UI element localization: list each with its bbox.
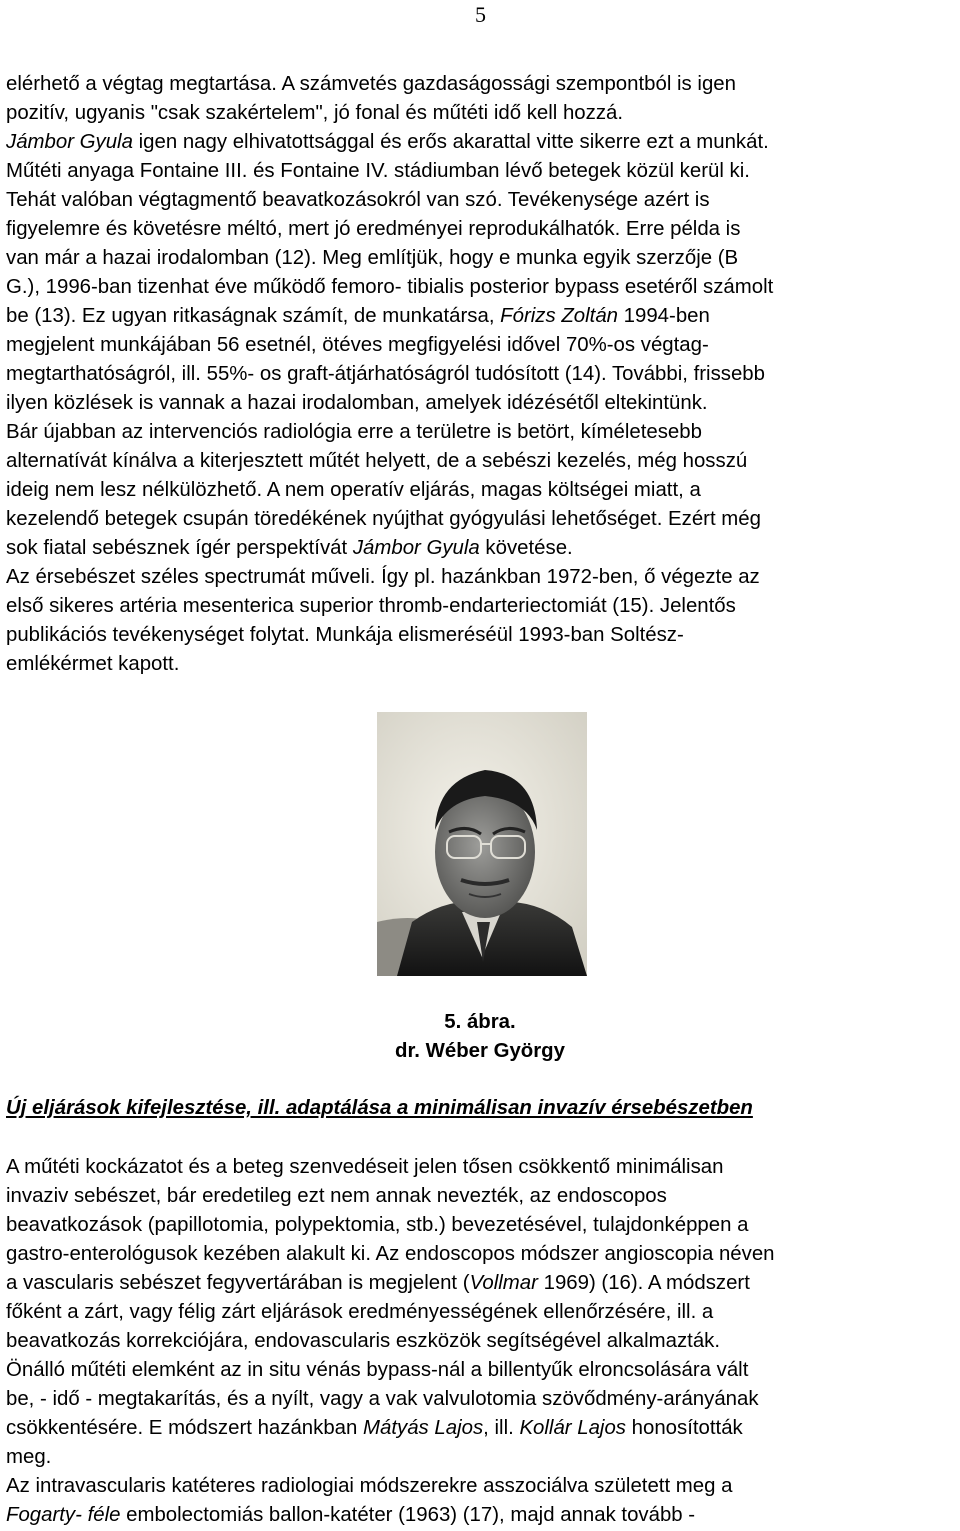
text-line [6, 1443, 958, 1472]
figure-caption-name: dr. Wéber György [395, 1040, 565, 1062]
text-run: be, - idő - megtakarítás, és a nyílt, vagy a vak valvulotomia szövődmény-arányának [6, 1388, 759, 1410]
text-line [6, 215, 958, 244]
text-run: Az intravascularis katéteres radiologiai módszerekre asszociálva született meg a [6, 1475, 733, 1497]
text-line [6, 447, 958, 476]
text-run: A műtéti kockázatot és a beteg szenvedéseit jelen tősen csökkentő minimálisan [6, 1156, 724, 1178]
text-run: be (13). Ez ugyan ritkaságnak számít, de munkatársa, [6, 305, 501, 327]
text-line [6, 1153, 958, 1182]
text-line [6, 99, 958, 128]
text-run: első sikeres artéria mesenterica superior thromb-endarteriectomiát (15). Jelentős [6, 595, 736, 617]
text-run: Önálló műtéti elemként az in situ vénás bypass-nál a billentyűk elroncsolására vált [6, 1359, 749, 1381]
text-line [6, 128, 958, 157]
text-run: alternatívát kínálva a kiterjesztett műtét helyett, de a sebészi kezelés, még hosszú [6, 450, 748, 472]
text-run: megtarthatóságról, ill. 55%- os graft-átjárhatóságról tudósított (14). További, frissebb [6, 363, 765, 385]
text-line [6, 1414, 958, 1443]
italic-name: Fórizs Zoltán [500, 305, 618, 327]
text-line [6, 389, 958, 418]
text-run: van már a hazai irodalomban (12). Meg említjük, hogy e munka egyik szerzője (B [6, 247, 739, 269]
text-run: embolectomiás ballon-katéter (1963) (17), majd annak tovább - [120, 1504, 696, 1526]
text-line [6, 302, 958, 331]
text-line [6, 1211, 958, 1240]
paragraph-intro [6, 70, 958, 679]
text-line [6, 1356, 958, 1385]
section-heading: Új eljárások kifejlesztése, ill. adaptálása a minimálisan invazív érsebészetben [6, 1097, 753, 1119]
text-line [6, 1182, 958, 1211]
paragraph-minimally-invasive [6, 1153, 958, 1530]
text-run: igen nagy elhivatottsággal és erős akarattal vitte sikerre ezt a munkát. [132, 131, 769, 153]
text-line [6, 621, 958, 650]
text-line [6, 563, 958, 592]
text-line [6, 1298, 958, 1327]
text-line [6, 331, 958, 360]
text-run: ilyen közlések is vannak a hazai irodalomban, amelyek idézésétől eltekintünk. [6, 392, 708, 414]
text-run: Bár újabban az intervenciós radiológia erre a területre is betört, kíméletesebb [6, 421, 702, 443]
text-run: megjelent munkájában 56 esetnél, ötéves megfigyelési idővel 70%-os végtag- [6, 334, 709, 356]
text-run: gastro-enterológusok kezében alakult ki. Az endoscopos módszer angioscopia néven [6, 1243, 775, 1265]
text-line [6, 244, 958, 273]
page-number: 5 [475, 2, 486, 27]
text-line [6, 1240, 958, 1269]
text-run: emlékérmet kapott. [6, 653, 180, 675]
text-run: 1969) (16). A módszert [537, 1272, 750, 1294]
text-line [6, 505, 958, 534]
text-run: követése. [479, 537, 573, 559]
text-run: kezelendő betegek csupán töredékének nyújthat gyógyulási lehetőséget. Ezért még [6, 508, 761, 530]
text-line [6, 650, 958, 679]
text-run: elérhető a végtag megtartása. A számvetés gazdaságossági szempontból is igen [6, 73, 736, 95]
italic-name: Vollmar [469, 1272, 538, 1294]
text-run: csökkentésére. E módszert hazánkban [6, 1417, 364, 1439]
italic-name: Jámbor Gyula [6, 131, 133, 153]
text-run: publikációs tevékenységet folytat. Munkája elismeréséül 1993-ban Soltész- [6, 624, 684, 646]
text-run: Az érsebészet széles spectrumát műveli. Így pl. hazánkban 1972-ben, ő végezte az [6, 566, 760, 588]
text-run: ideig nem lesz nélkülözhető. A nem operatív eljárás, magas költségei miatt, a [6, 479, 701, 501]
text-run: Tehát valóban végtagmentő beavatkozásokról van szó. Tevékenysége azért is [6, 189, 710, 211]
text-run: a vascularis sebészet fegyvertárában is megjelent ( [6, 1272, 470, 1294]
text-run: honosították [625, 1417, 743, 1439]
text-line [6, 1327, 958, 1356]
text-line [6, 157, 958, 186]
text-run: , ill. [483, 1417, 520, 1439]
italic-name: Jámbor Gyula [352, 537, 480, 559]
text-line [6, 1472, 958, 1501]
text-line [6, 534, 958, 563]
text-run: sok fiatal sebésznek ígér perspektívát [6, 537, 353, 559]
text-run: beavatkozások (papillotomia, polypektomia, stb.) bevezetésével, tulajdonképpen a [6, 1214, 749, 1236]
text-line [6, 70, 958, 99]
figure-caption-number: 5. ábra. [444, 1011, 516, 1033]
text-run: beavatkozás korrekciójára, endovascularis eszközök segítségével alkalmazták. [6, 1330, 721, 1352]
text-run: Műtéti anyaga Fontaine III. és Fontaine IV. stádiumban lévő betegek közül kerül ki. [6, 160, 750, 182]
text-line [6, 592, 958, 621]
italic-name: Mátyás Lajos [363, 1417, 484, 1439]
text-line [6, 476, 958, 505]
text-run: invaziv sebészet, bár eredetileg ezt nem annak nevezték, az endoscopos [6, 1185, 667, 1207]
text-run: pozitív, ugyanis "csak szakértelem", jó fonal és műtéti idő kell hozzá. [6, 102, 624, 124]
text-line [6, 186, 958, 215]
text-line [6, 360, 958, 389]
text-run: főként a zárt, vagy félig zárt eljárások eredményességének ellenőrzésére, ill. a [6, 1301, 714, 1323]
portrait-photo [377, 712, 587, 976]
text-line [6, 1385, 958, 1414]
text-line [6, 273, 958, 302]
text-line [6, 1269, 958, 1298]
text-run: figyelemre és követésre méltó, mert jó eredményei reprodukálhatók. Erre példa is [6, 218, 741, 240]
text-line [6, 418, 958, 447]
text-run: G.), 1996-ban tizenhat éve működő femoro- tibialis posterior bypass esetéről számolt [6, 276, 774, 298]
italic-name: Fogarty- féle [6, 1504, 121, 1526]
text-line [6, 1501, 958, 1530]
text-run: 1994-ben [618, 305, 710, 327]
italic-name: Kollár Lajos [519, 1417, 626, 1439]
text-run: meg. [6, 1446, 52, 1468]
